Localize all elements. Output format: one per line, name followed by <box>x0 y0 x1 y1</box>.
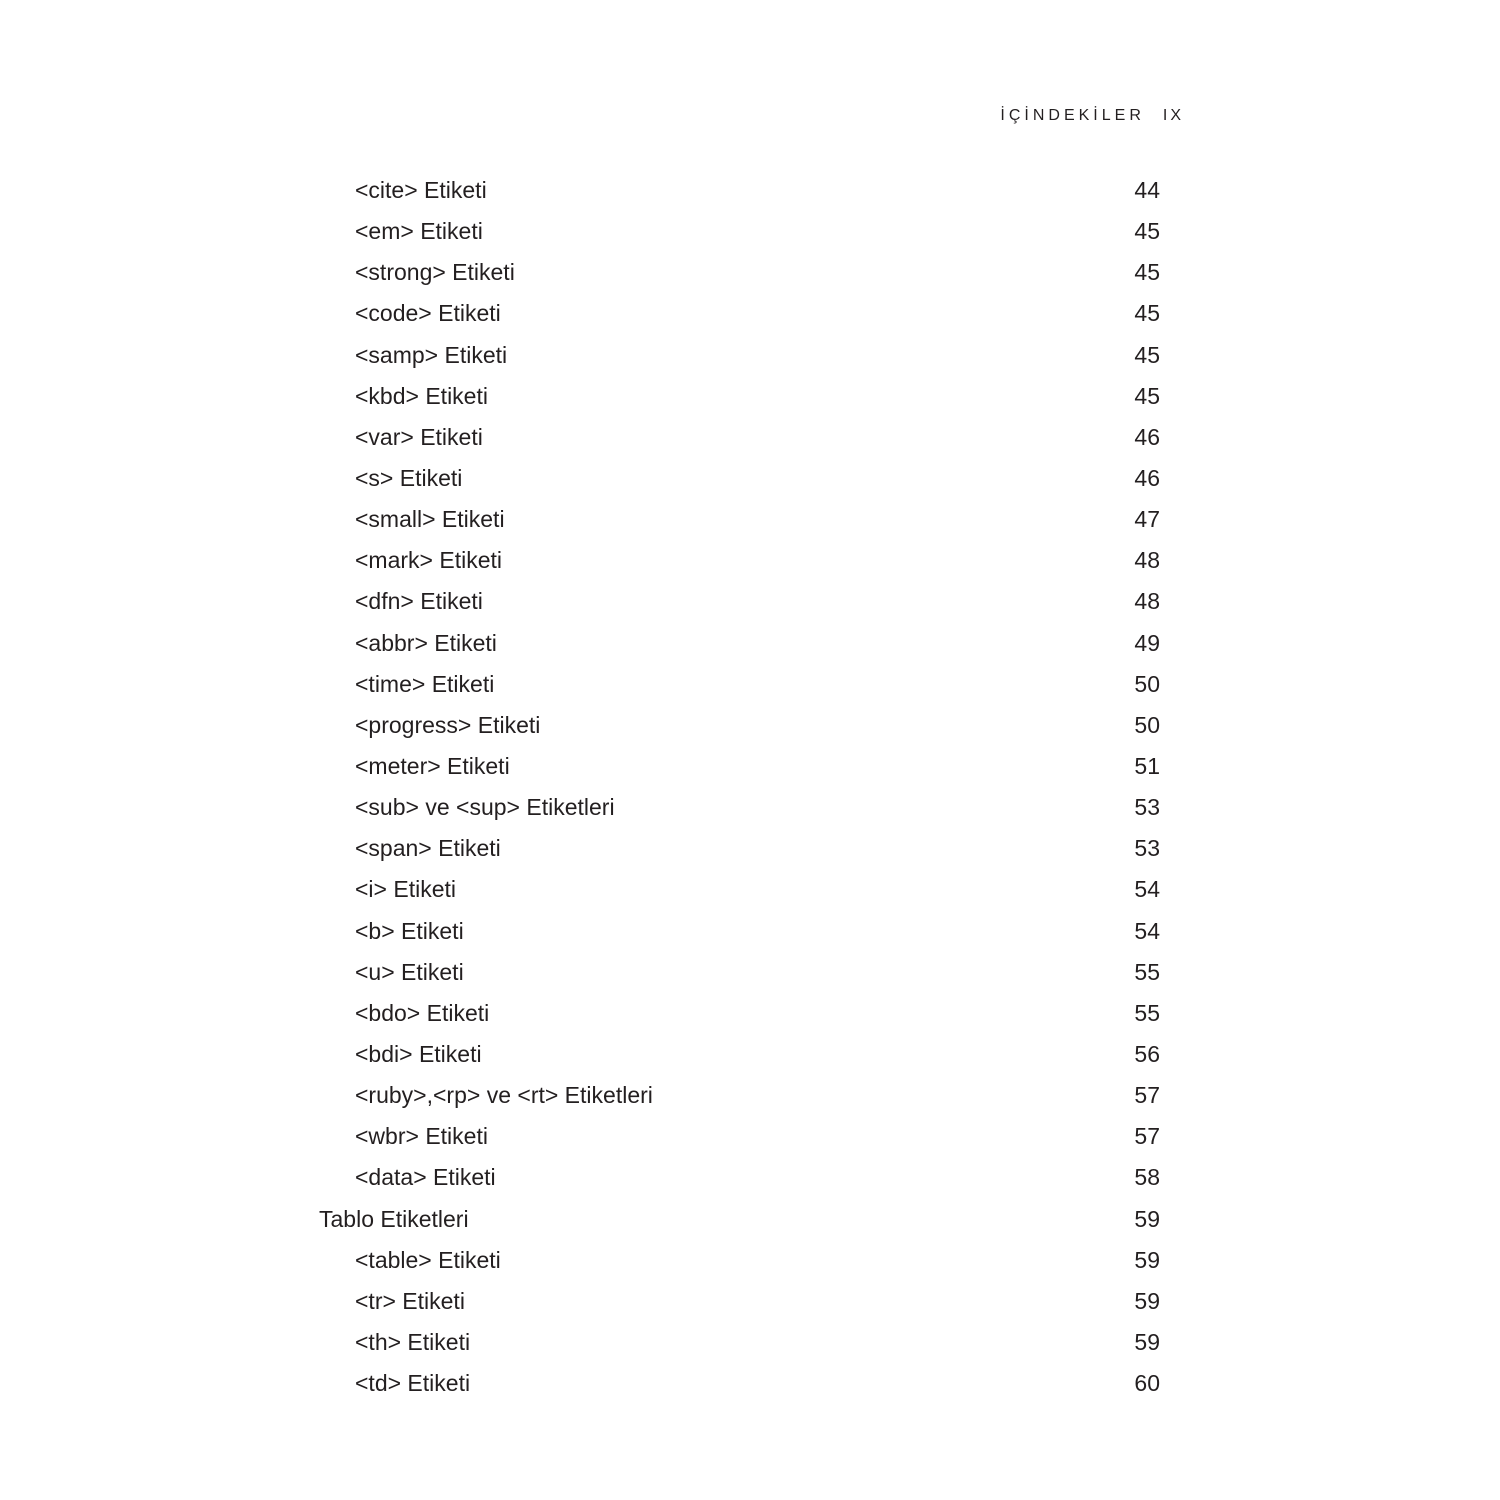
page-number: IX <box>1162 107 1184 124</box>
toc-entry-page-number: 45 <box>1134 259 1160 286</box>
toc-entry-page-number: 51 <box>1134 752 1160 779</box>
table-of-contents <box>0 170 1500 1404</box>
toc-entry-title: <meter> Etiketi <box>355 752 510 779</box>
toc-entry-title: <th> Etiketi <box>355 1328 471 1355</box>
toc-entry-title: <var> Etiketi <box>355 423 483 450</box>
toc-entry-page-number: 49 <box>1134 629 1160 656</box>
toc-entry <box>0 540 1500 581</box>
toc-entry <box>0 705 1500 746</box>
toc-entry-page-number: 50 <box>1134 670 1160 697</box>
toc-entry <box>0 293 1500 334</box>
toc-entry <box>0 1281 1500 1322</box>
toc-entry <box>0 664 1500 705</box>
toc-entry-page-number: 59 <box>1134 1328 1160 1355</box>
toc-entry-page-number: 54 <box>1134 876 1160 903</box>
toc-entry-page-number: 57 <box>1134 1082 1160 1109</box>
toc-entry <box>0 1157 1500 1198</box>
toc-entry <box>0 787 1500 828</box>
toc-entry-page-number: 53 <box>1134 794 1160 821</box>
toc-entry-title: <small> Etiketi <box>355 506 505 533</box>
toc-entry <box>0 417 1500 458</box>
toc-entry-page-number: 44 <box>1134 177 1160 203</box>
toc-entry-title: <kbd> Etiketi <box>355 382 488 409</box>
toc-entry-page-number: 60 <box>1134 1370 1160 1397</box>
toc-entry <box>0 952 1500 993</box>
toc-entry-page-number: 56 <box>1134 1040 1160 1067</box>
toc-entry-title: <em> Etiketi <box>355 218 483 245</box>
toc-entry <box>0 869 1500 910</box>
toc-entry-title: <i> Etiketi <box>355 876 456 903</box>
toc-entry <box>0 1363 1500 1404</box>
toc-entry-page-number: 45 <box>1134 218 1160 245</box>
toc-entry-page-number: 47 <box>1134 506 1160 533</box>
toc-entry-title: <mark> Etiketi <box>355 547 502 574</box>
toc-entry-page-number: 48 <box>1134 547 1160 574</box>
toc-entry-page-number: 46 <box>1134 464 1160 491</box>
toc-entry-page-number: 45 <box>1134 300 1160 327</box>
toc-entry-title: <u> Etiketi <box>355 958 464 985</box>
toc-entry <box>0 170 1500 211</box>
toc-entry <box>0 581 1500 622</box>
toc-entry-page-number: 55 <box>1134 958 1160 985</box>
toc-entry-page-number: 59 <box>1134 1246 1160 1273</box>
toc-entry-page-number: 50 <box>1134 711 1160 738</box>
toc-entry-title: <sub> ve <sup> Etiketleri <box>355 794 615 821</box>
toc-entry <box>0 252 1500 293</box>
toc-entry-title: <dfn> Etiketi <box>355 588 483 615</box>
toc-entry-title: <strong> Etiketi <box>355 259 515 286</box>
toc-entry-page-number: 46 <box>1134 423 1160 450</box>
toc-entry <box>0 1199 1500 1240</box>
toc-entry-title: <wbr> Etiketi <box>355 1123 488 1150</box>
toc-entry <box>0 1075 1500 1116</box>
toc-entry-page-number: 59 <box>1134 1205 1160 1232</box>
toc-entry <box>0 993 1500 1034</box>
toc-entry-title: <progress> Etiketi <box>355 711 541 738</box>
toc-entry-title: <tr> Etiketi <box>355 1287 465 1314</box>
toc-entry-title: <abbr> Etiketi <box>355 629 497 656</box>
toc-entry-page-number: 45 <box>1134 382 1160 409</box>
toc-entry <box>0 623 1500 664</box>
toc-entry-title: <span> Etiketi <box>355 835 501 862</box>
toc-entry-title: <bdi> Etiketi <box>355 1040 482 1067</box>
toc-entry-title: <code> Etiketi <box>355 300 501 327</box>
toc-entry-page-number: 54 <box>1134 917 1160 944</box>
toc-entry-page-number: 48 <box>1134 588 1160 615</box>
toc-entry <box>0 499 1500 540</box>
running-head <box>960 103 1184 129</box>
toc-entry-page-number: 58 <box>1134 1164 1160 1191</box>
toc-entry-title: <s> Etiketi <box>355 464 463 491</box>
toc-entry <box>0 211 1500 252</box>
toc-entry <box>0 911 1500 952</box>
toc-entry <box>0 1240 1500 1281</box>
toc-entry <box>0 1322 1500 1363</box>
toc-entry-title: <time> Etiketi <box>355 670 495 697</box>
section-title: İÇİNDEKİLER <box>1000 107 1145 124</box>
toc-entry-title: <ruby>,<rp> ve <rt> Etiketleri <box>355 1082 653 1109</box>
toc-entry-title: <b> Etiketi <box>355 917 464 944</box>
toc-entry-page-number: 57 <box>1134 1123 1160 1150</box>
toc-entry-page-number: 59 <box>1134 1287 1160 1314</box>
toc-entry-title: <bdo> Etiketi <box>355 999 490 1026</box>
toc-entry <box>0 376 1500 417</box>
toc-entry-title: <data> Etiketi <box>355 1164 496 1191</box>
toc-entry-page-number: 55 <box>1134 999 1160 1026</box>
toc-entry-title: <td> Etiketi <box>355 1370 471 1397</box>
toc-entry-title: Tablo Etiketleri <box>319 1205 469 1232</box>
toc-entry <box>0 1116 1500 1157</box>
toc-entry-title: <cite> Etiketi <box>355 177 487 203</box>
toc-entry <box>0 746 1500 787</box>
toc-entry-title: <table> Etiketi <box>355 1246 501 1273</box>
toc-entry <box>0 458 1500 499</box>
toc-entry <box>0 1034 1500 1075</box>
toc-entry <box>0 828 1500 869</box>
toc-entry-title: <samp> Etiketi <box>355 341 508 368</box>
toc-entry-page-number: 45 <box>1134 341 1160 368</box>
toc-entry-page-number: 53 <box>1134 835 1160 862</box>
toc-entry <box>0 335 1500 376</box>
